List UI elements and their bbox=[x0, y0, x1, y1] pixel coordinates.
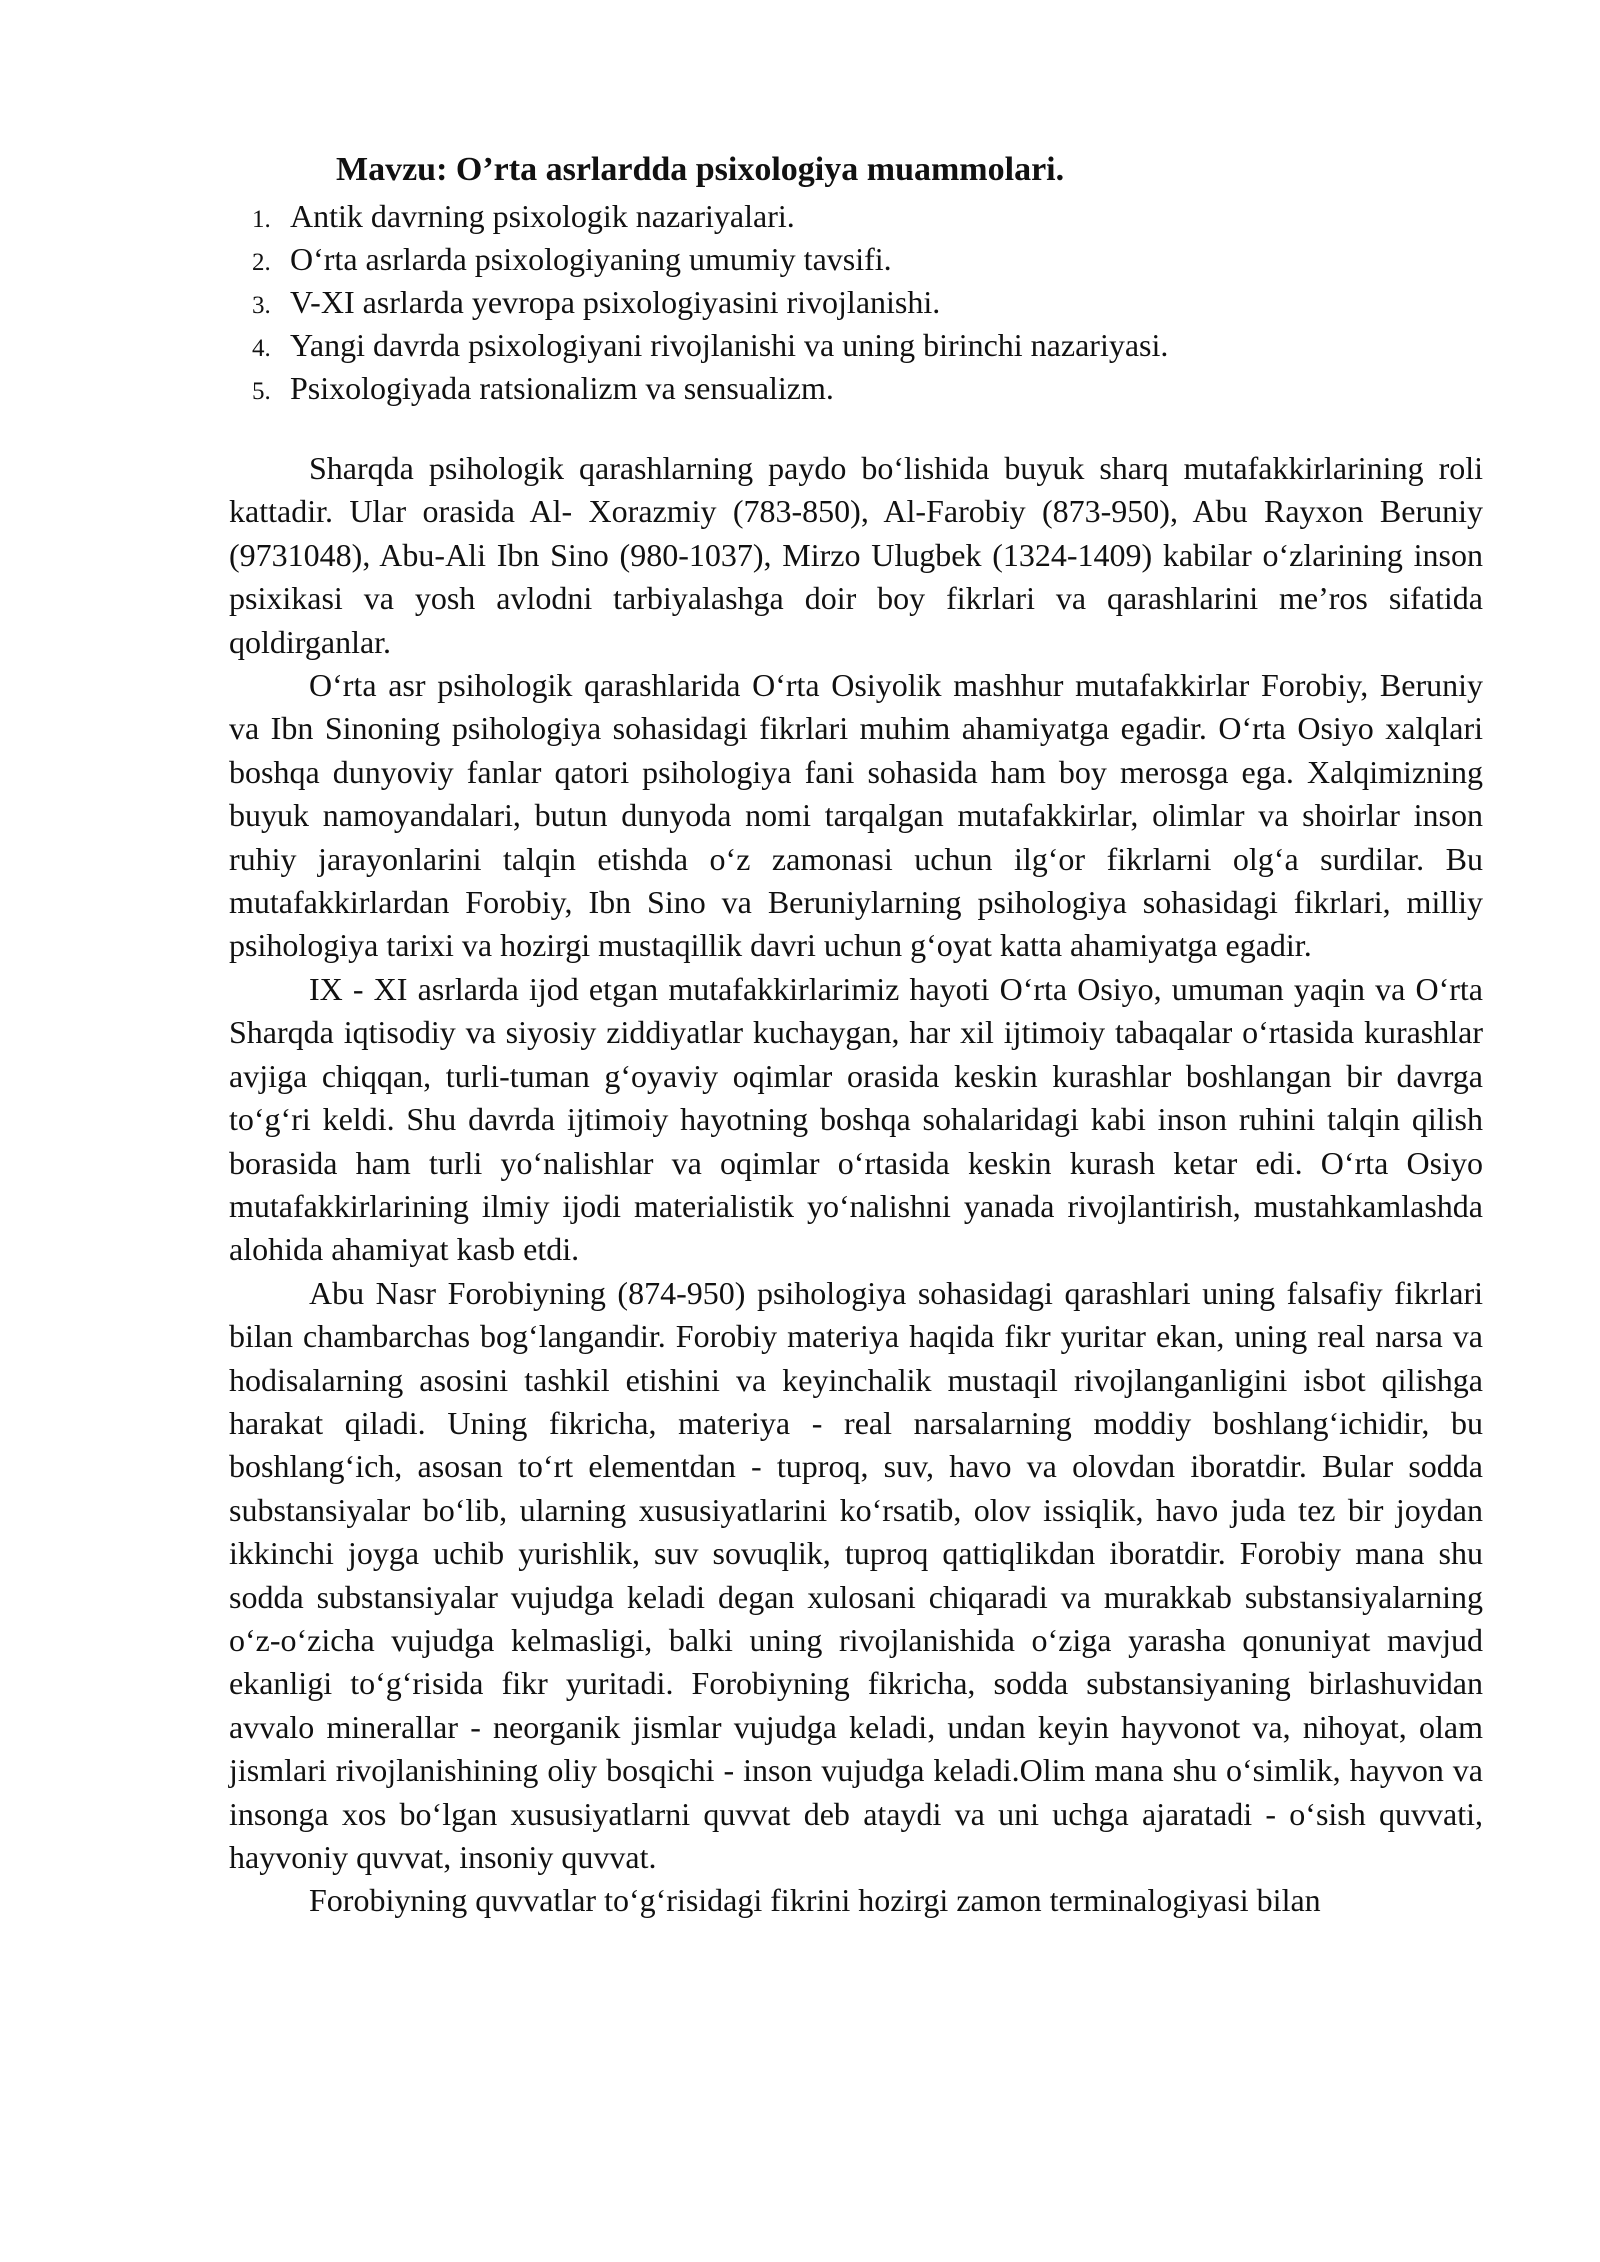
outline-item bbox=[240, 327, 1168, 370]
paragraph: O‘rta asr psihologik qarashlarida O‘rta Osiyolik mashhur mutafakkirlar Forobiy, Beruniy va Ibn Sinoning psihologiya sohasidagi fikrlari muhim ahamiyatga egadir. O‘rta Osiyo xalqlari boshqa dunyoviy fanlar qatori psihologiya fani sohasida ham boy merosga ega. Xalqimizning buyuk namoyandalari, butun dunyoda nomi tarqalgan mutafakkirlar, olimlar va shoirlar inson ruhiy jarayonlarini talqin etishda o‘z zamonasi uchun ilg‘or fikrlarni olg‘a surdilar. Bu mutafakkirlardan Forobiy, Ibn Sino va Beruniylarning psihologiya sohasidagi fikrlari, milliy psihologiya tarixi va hozirgi mustaqillik davri uchun g‘oyat katta ahamiyatga egadir. bbox=[229, 667, 1483, 964]
outline-number: 4. bbox=[252, 335, 271, 362]
outline-item bbox=[240, 198, 1168, 241]
outline-item bbox=[240, 370, 1168, 413]
document-title: Mavzu: O’rta asrlardda psixologiya muammolari. bbox=[336, 151, 1065, 188]
outline-number: 5. bbox=[252, 378, 271, 405]
paragraph: Abu Nasr Forobiyning (874-950) psihologiya sohasidagi qarashlari uning falsafiy fikrlari bilan chambarchas bog‘langandir. Forobiy materiya haqida fikr yuritar ekan, uning real narsa va hodisalarning asosini tashkil etishini va keyinchalik mustaqil rivojlanganligini isbot qilishga harakat qiladi. Uning fikricha, materiya - real narsalarning moddiy boshlang‘ichidir, bu boshlang‘ich, asosan to‘rt elementdan - tuproq, suv, havo va olovdan iboratdir. Bular sodda substansiyalar bo‘lib, ularning xususiyatlarini ko‘rsatib, olov issiqlik, havo juda tez bir joydan ikkinchi joyga uchib yurishlik, suv sovuqlik, tuproq qattiqlikdan iboratdir. Forobiy mana shu sodda substansiyalar vujudga keladi degan xulosani chiqaradi va murakkab substansiyalarning o‘z-o‘zicha vujudga kelmasligi, balki uning rivojlanishida o‘ziga yarasha qonuniyat mavjud ekanligi to‘g‘risida fikr yuritadi. Forobiyning fikricha, sodda substansiyaning birlashuvidan avvalo minerallar - neorganik jismlar vujudga keladi, undan keyin hayvonot va, nihoyat, olam jismlari rivojlanishining oliy bosqichi - inson vujudga keladi.Olim mana shu o‘simlik, hayvon va insonga xos bo‘lgan xususiyatlarni quvvat deb ataydi va uni uchga ajaratadi - o‘sish quvvati, hayvoniy quvvat, insoniy quvvat. bbox=[229, 1274, 1483, 1875]
outline-text: Antik davrning psixologik nazariyalari. bbox=[290, 198, 795, 234]
paragraph: IX - XI asrlarda ijod etgan mutafakkirlarimiz hayoti O‘rta Osiyo, umuman yaqin va O‘rta Sharqda iqtisodiy va siyosiy ziddiyatlar kuchaygan, har xil ijtimoiy tabaqalar o‘rtasida kurashlar avjiga chiqqan, turli-tuman g‘oyaviy oqimlar orasida keskin kurashlar boshlangan bir davrga to‘g‘ri keldi. Shu davrda ijtimoiy hayotning boshqa sohalaridagi kabi inson ruhini talqin qilish borasida ham turli yo‘nalishlar va oqimlar o‘rtasida keskin kurash ketar edi. O‘rta Osiyo mutafakkirlarining ilmiy ijodi materialistik yo‘nalishni yanada rivojlantirish, mustahkamlashda alohida ahamiyat kasb etdi. bbox=[229, 970, 1483, 1268]
paragraph: Sharqda psihologik qarashlarning paydo bo‘lishida buyuk sharq mutafakkirlarining roli kattadir. Ular orasida Al- Xorazmiy (783-850), Al-Farobiy (873-950), Abu Rayxon Beruniy (9731048), Abu-Ali Ibn Sino (980-1037), Mirzo Ulugbek (1324-1409) kabilar o‘zlarining inson psixikasi va yosh avlodni tarbiyalashga doir boy fikrlari va qarashlarini me’ros sifatida qoldirganlar. bbox=[229, 450, 1483, 660]
outline-text: Yangi davrda psixologiyani rivojlanishi va uning birinchi nazariyasi. bbox=[290, 327, 1169, 363]
outline-text: O‘rta asrlarda psixologiyaning umumiy tavsifi. bbox=[290, 241, 892, 277]
outline-text: V-XI asrlarda yevropa psixologiyasini rivojlanishi. bbox=[290, 284, 941, 320]
paragraph: Forobiyning quvvatlar to‘g‘risidagi fikrini hozirgi zamon terminalogiyasi bilan bbox=[309, 1882, 1321, 1919]
topic-outline bbox=[240, 198, 1168, 413]
outline-item bbox=[240, 284, 1168, 327]
body-text bbox=[229, 447, 1483, 1923]
outline-number: 3. bbox=[252, 292, 271, 319]
outline-item bbox=[240, 241, 1168, 284]
outline-number: 1. bbox=[252, 206, 271, 233]
outline-text: Psixologiyada ratsionalizm va sensualizm. bbox=[290, 370, 834, 406]
outline-number: 2. bbox=[252, 249, 271, 276]
